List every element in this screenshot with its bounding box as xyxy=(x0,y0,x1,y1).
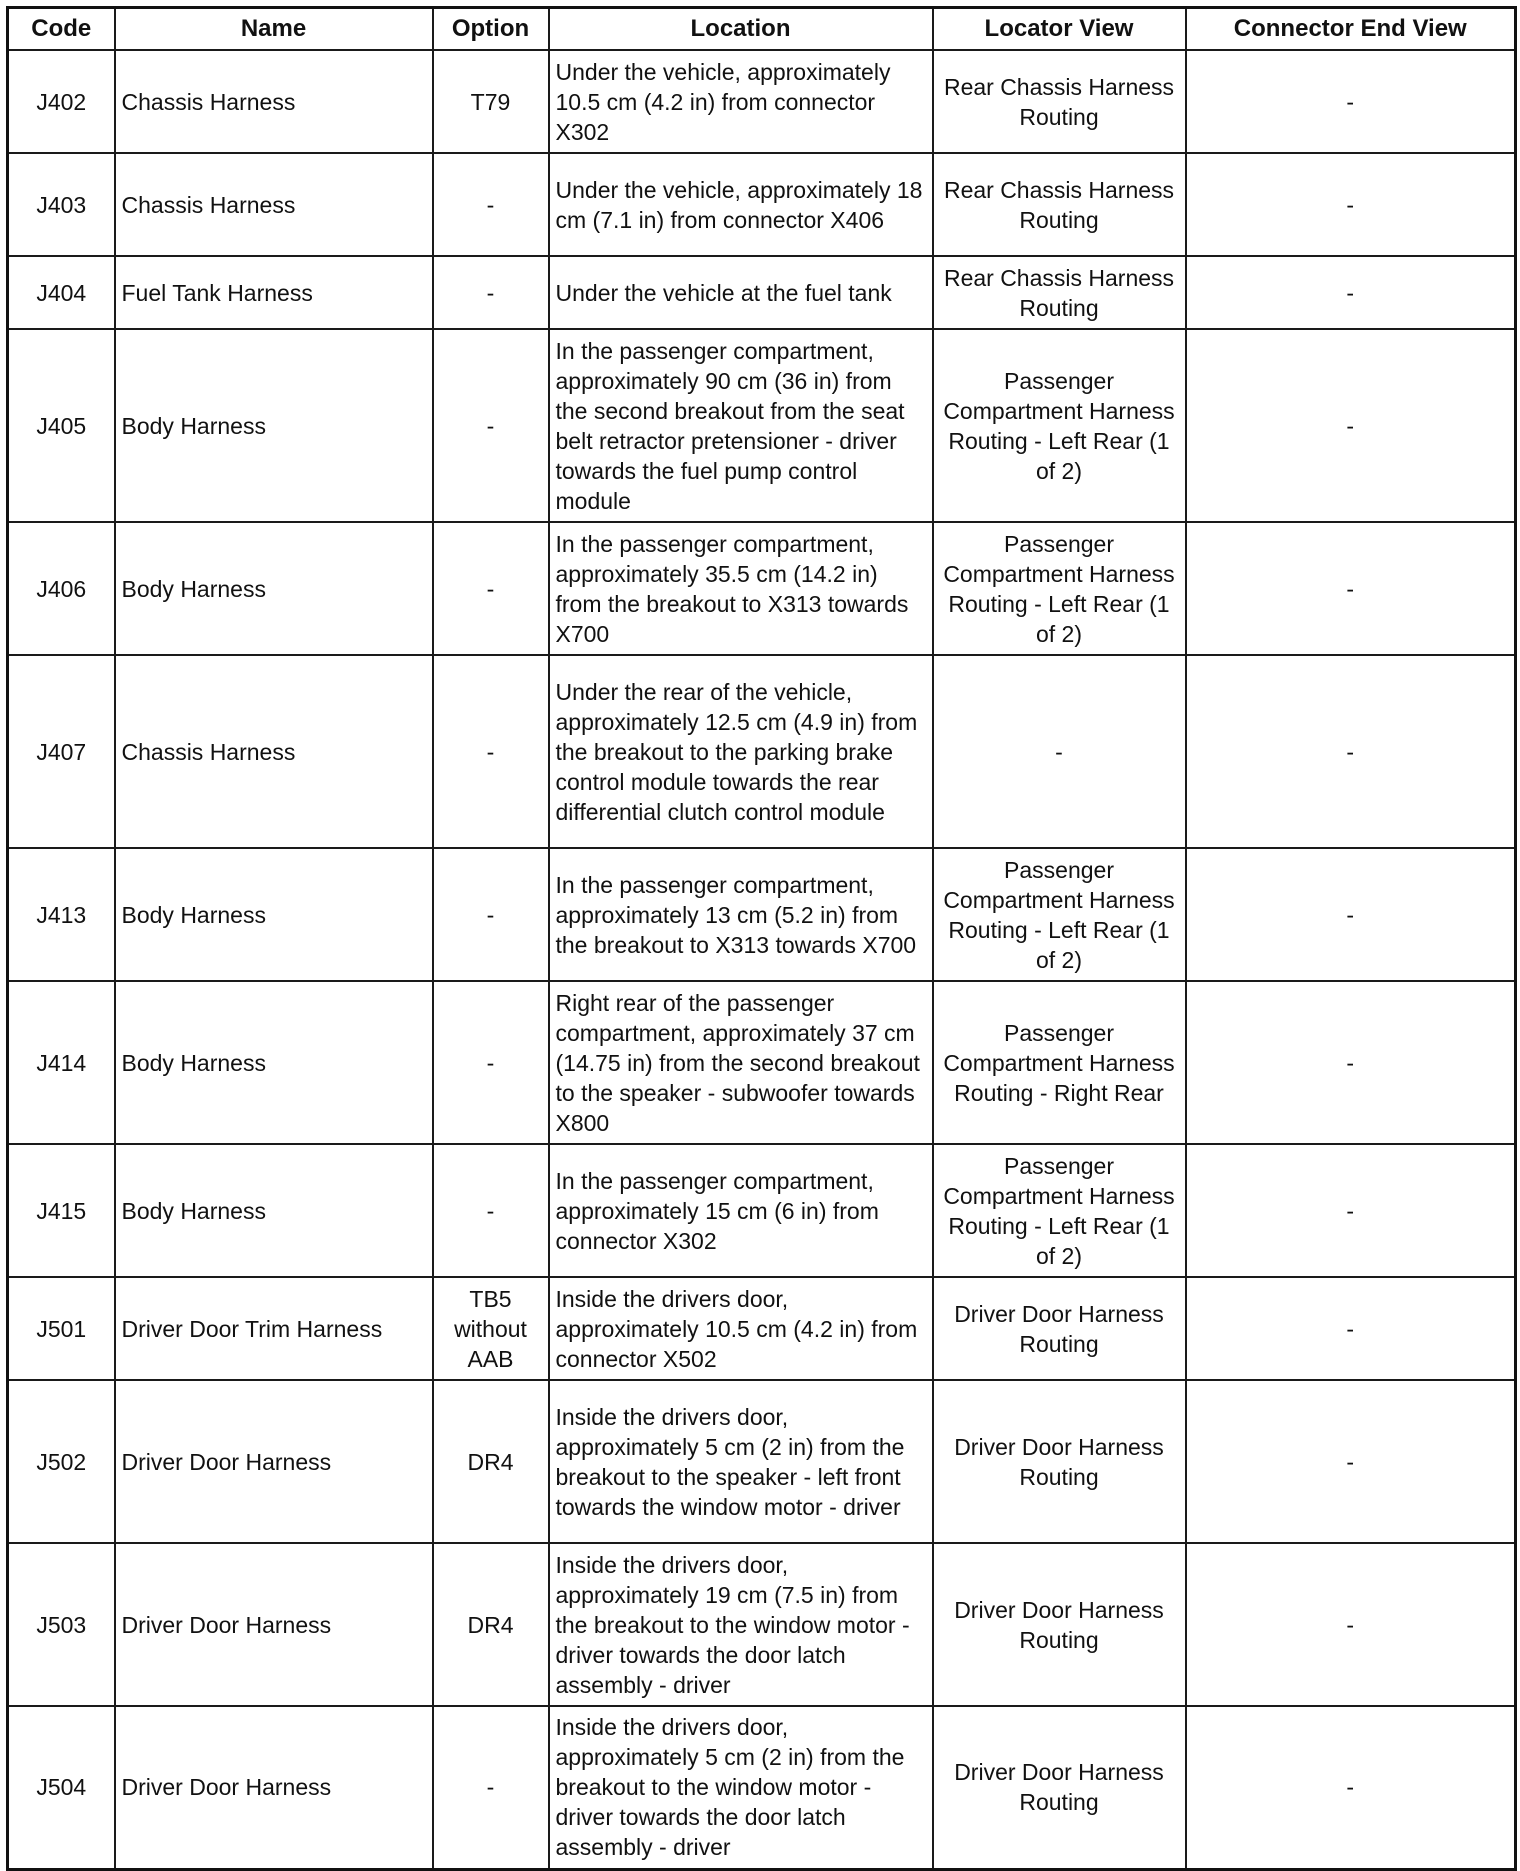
cell-option: - xyxy=(433,1706,549,1869)
cell-name: Driver Door Trim Harness xyxy=(115,1277,433,1380)
cell-code: J413 xyxy=(8,848,115,981)
cell-option: DR4 xyxy=(433,1380,549,1543)
cell-location: In the passenger compartment, approximately 15 cm (6 in) from connector X302 xyxy=(549,1144,933,1277)
cell-locator-view: Driver Door Harness Routing xyxy=(933,1380,1186,1543)
cell-name: Fuel Tank Harness xyxy=(115,256,433,329)
table-row xyxy=(8,1380,1516,1543)
table-row xyxy=(8,981,1516,1144)
cell-connector-end-view: - xyxy=(1186,329,1516,522)
col-header-connector-end-view: Connector End View xyxy=(1186,8,1516,51)
cell-name: Driver Door Harness xyxy=(115,1543,433,1706)
cell-option: TB5 without AAB xyxy=(433,1277,549,1380)
cell-locator-view: - xyxy=(933,655,1186,848)
cell-option: DR4 xyxy=(433,1543,549,1706)
cell-code: J414 xyxy=(8,981,115,1144)
table-row xyxy=(8,1144,1516,1277)
cell-locator-view: Driver Door Harness Routing xyxy=(933,1543,1186,1706)
cell-connector-end-view: - xyxy=(1186,655,1516,848)
cell-option: - xyxy=(433,848,549,981)
cell-code: J415 xyxy=(8,1144,115,1277)
cell-option: - xyxy=(433,522,549,655)
cell-connector-end-view: - xyxy=(1186,153,1516,256)
cell-locator-view: Rear Chassis Harness Routing xyxy=(933,153,1186,256)
col-header-code: Code xyxy=(8,8,115,51)
cell-connector-end-view: - xyxy=(1186,1144,1516,1277)
cell-location: Under the rear of the vehicle, approximately 12.5 cm (4.9 in) from the breakout to the parking brake control module towards the rear differential clutch control module xyxy=(549,655,933,848)
col-header-name: Name xyxy=(115,8,433,51)
cell-name: Body Harness xyxy=(115,329,433,522)
cell-locator-view: Passenger Compartment Harness Routing - Right Rear xyxy=(933,981,1186,1144)
cell-location: In the passenger compartment, approximately 90 cm (36 in) from the second breakout from the seat belt retractor pretensioner - driver towards the fuel pump control module xyxy=(549,329,933,522)
cell-code: J504 xyxy=(8,1706,115,1869)
cell-location: Inside the drivers door, approximately 5 cm (2 in) from the breakout to the window motor - driver towards the door latch assembly - driver xyxy=(549,1706,933,1869)
cell-name: Chassis Harness xyxy=(115,153,433,256)
table-row xyxy=(8,50,1516,153)
cell-connector-end-view: - xyxy=(1186,848,1516,981)
cell-location: Under the vehicle at the fuel tank xyxy=(549,256,933,329)
cell-option: - xyxy=(433,256,549,329)
table-body xyxy=(8,50,1516,1869)
cell-connector-end-view: - xyxy=(1186,1277,1516,1380)
splice-pack-table xyxy=(6,6,1517,1871)
cell-name: Body Harness xyxy=(115,848,433,981)
cell-code: J403 xyxy=(8,153,115,256)
cell-code: J404 xyxy=(8,256,115,329)
cell-location: Inside the drivers door, approximately 19 cm (7.5 in) from the breakout to the window motor - driver towards the door latch assembly - driver xyxy=(549,1543,933,1706)
cell-connector-end-view: - xyxy=(1186,50,1516,153)
cell-option: - xyxy=(433,1144,549,1277)
table-row xyxy=(8,329,1516,522)
cell-location: Under the vehicle, approximately 10.5 cm (4.2 in) from connector X302 xyxy=(549,50,933,153)
table-row xyxy=(8,256,1516,329)
cell-locator-view: Passenger Compartment Harness Routing - Left Rear (1 of 2) xyxy=(933,329,1186,522)
cell-locator-view: Rear Chassis Harness Routing xyxy=(933,50,1186,153)
table-row xyxy=(8,153,1516,256)
table-row xyxy=(8,655,1516,848)
table-row xyxy=(8,1543,1516,1706)
cell-location: Right rear of the passenger compartment, approximately 37 cm (14.75 in) from the second breakout to the speaker - subwoofer towards X800 xyxy=(549,981,933,1144)
table-row xyxy=(8,1277,1516,1380)
cell-option: T79 xyxy=(433,50,549,153)
cell-name: Body Harness xyxy=(115,522,433,655)
cell-option: - xyxy=(433,981,549,1144)
cell-connector-end-view: - xyxy=(1186,1706,1516,1869)
cell-code: J407 xyxy=(8,655,115,848)
cell-code: J501 xyxy=(8,1277,115,1380)
cell-locator-view: Driver Door Harness Routing xyxy=(933,1706,1186,1869)
table-row xyxy=(8,848,1516,981)
cell-code: J406 xyxy=(8,522,115,655)
col-header-option: Option xyxy=(433,8,549,51)
cell-location: In the passenger compartment, approximately 13 cm (5.2 in) from the breakout to X313 towards X700 xyxy=(549,848,933,981)
cell-locator-view: Driver Door Harness Routing xyxy=(933,1277,1186,1380)
cell-connector-end-view: - xyxy=(1186,522,1516,655)
cell-name: Chassis Harness xyxy=(115,50,433,153)
cell-locator-view: Passenger Compartment Harness Routing - Left Rear (1 of 2) xyxy=(933,848,1186,981)
cell-code: J402 xyxy=(8,50,115,153)
cell-locator-view: Passenger Compartment Harness Routing - Left Rear (1 of 2) xyxy=(933,522,1186,655)
cell-name: Driver Door Harness xyxy=(115,1706,433,1869)
cell-code: J502 xyxy=(8,1380,115,1543)
table-row xyxy=(8,1706,1516,1869)
cell-option: - xyxy=(433,153,549,256)
cell-name: Body Harness xyxy=(115,1144,433,1277)
table-row xyxy=(8,522,1516,655)
cell-name: Driver Door Harness xyxy=(115,1380,433,1543)
cell-code: J405 xyxy=(8,329,115,522)
cell-name: Chassis Harness xyxy=(115,655,433,848)
col-header-locator-view: Locator View xyxy=(933,8,1186,51)
cell-location: Inside the drivers door, approximately 10.5 cm (4.2 in) from connector X502 xyxy=(549,1277,933,1380)
cell-connector-end-view: - xyxy=(1186,981,1516,1144)
col-header-location: Location xyxy=(549,8,933,51)
cell-connector-end-view: - xyxy=(1186,1380,1516,1543)
cell-location: In the passenger compartment, approximately 35.5 cm (14.2 in) from the breakout to X313 towards X700 xyxy=(549,522,933,655)
cell-connector-end-view: - xyxy=(1186,1543,1516,1706)
cell-option: - xyxy=(433,329,549,522)
cell-location: Inside the drivers door, approximately 5 cm (2 in) from the breakout to the speaker - left front towards the window motor - driver xyxy=(549,1380,933,1543)
cell-connector-end-view: - xyxy=(1186,256,1516,329)
header-row xyxy=(8,8,1516,51)
cell-option: - xyxy=(433,655,549,848)
cell-code: J503 xyxy=(8,1543,115,1706)
cell-location: Under the vehicle, approximately 18 cm (7.1 in) from connector X406 xyxy=(549,153,933,256)
cell-name: Body Harness xyxy=(115,981,433,1144)
cell-locator-view: Passenger Compartment Harness Routing - Left Rear (1 of 2) xyxy=(933,1144,1186,1277)
cell-locator-view: Rear Chassis Harness Routing xyxy=(933,256,1186,329)
